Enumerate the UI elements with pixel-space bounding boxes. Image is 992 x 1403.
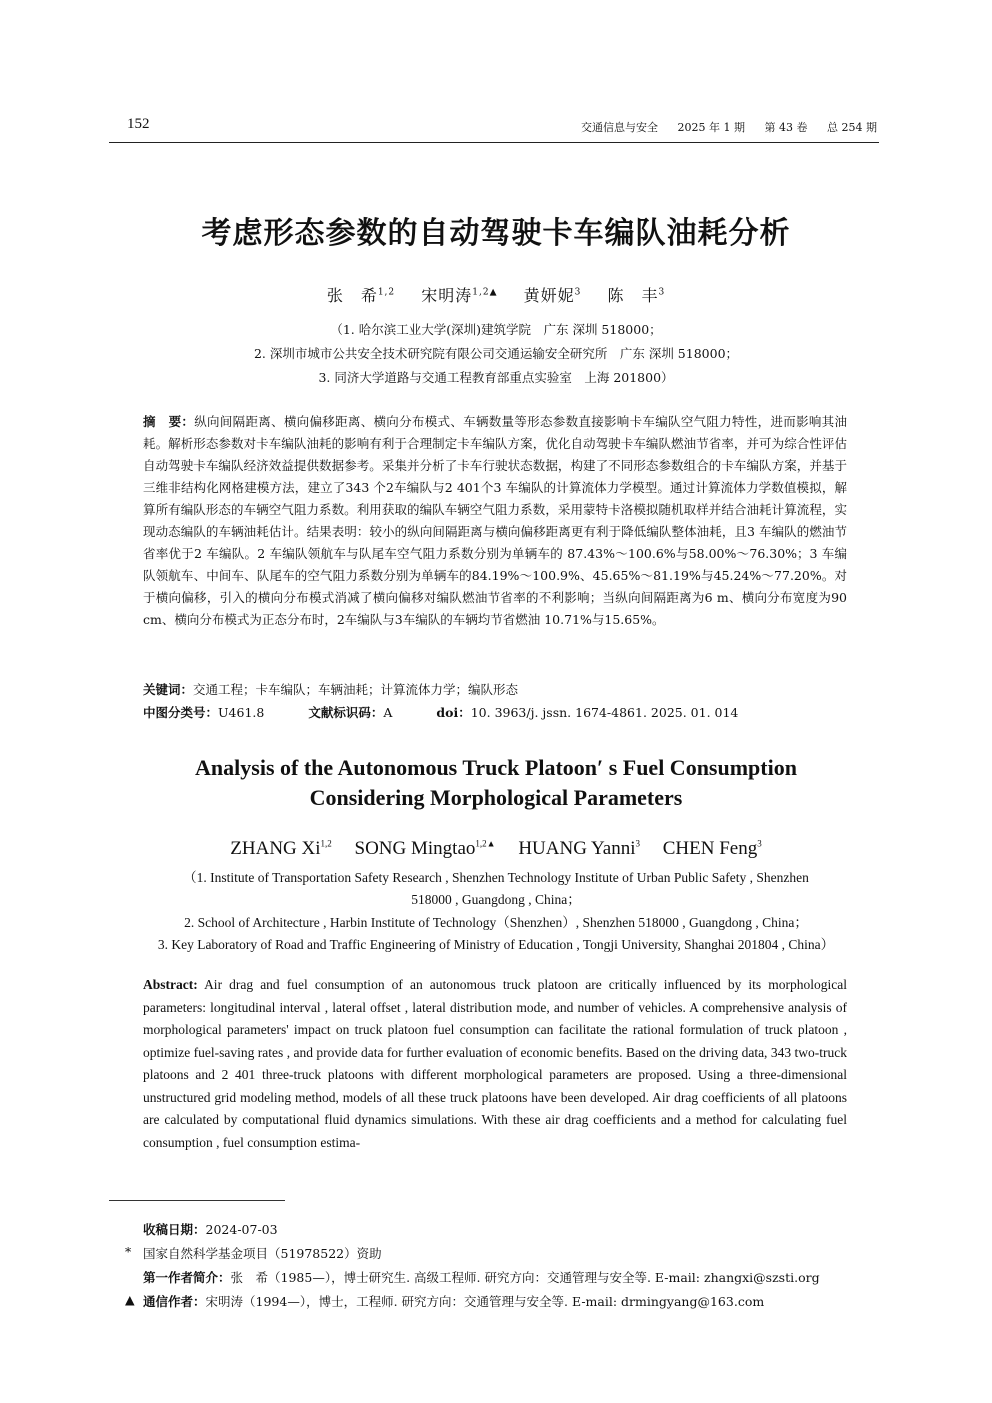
first-author-label: 第一作者简介： <box>143 1270 231 1285</box>
doc-code-value: A <box>383 705 393 720</box>
en-title-line: Analysis of the Autonomous Truck Platoon′ s Fuel Consumption <box>195 755 797 780</box>
cn-abstract <box>143 411 847 631</box>
keywords-label: 关键词： <box>143 682 194 697</box>
en-title-line: Considering Morphological Parameters <box>309 785 683 810</box>
doi-label: doi： <box>436 705 471 720</box>
footnote-rule <box>109 1200 285 1201</box>
footnote-fund <box>125 1244 382 1262</box>
corresponding-marker: ▲ <box>125 1292 135 1307</box>
en-author: SONG Mingtao$^{1,2▲}$ <box>354 838 496 859</box>
cn-author: 陈 丰$^3$ <box>607 286 666 305</box>
en-abstract <box>143 974 847 1154</box>
cn-abstract-text: 纵向间隔距离、横向偏移距离、横向分布模式、车辆数量等形态参数直接影响卡车编队空气阻力特性，进而影响其油耗。解析形态参数对卡车编队油耗的影响有利于合理制定卡车编队方案，优化自动驾驶卡车编队燃油节省率，并可为综合性评估自动驾驶卡车编队经济效益提供数据参考。采集并分析了卡车行驶状态数据，构建了不同形态参数组合的卡车编队方案，并基于三维非结构化网格建模方法，建立了343 个2车编队与2 401个3 车编队的计算流体力学模型。通过计算流体力学数值模拟，解算所有编队形态的车辆空气阻力系数。利用获取的编队车辆空气阻力系数，采用蒙特卡洛模拟随机取样并结合油耗计算流程，实现动态编队的车辆油耗估计。结果表明：较小的纵向间隔距离与横向偏移距离更有利于降低编队整体油耗，且3 车编队的燃油节省率优于2 车编队。2 车编队领航车与队尾车空气阻力系数分别为单辆车的 87.43%～100.6%与58.00%～76.30%；3 车编队领航车、中间车、队尾车的空气阻力系数分别为单辆车的84.19%～100.9%、45.65%～81.19%与45.24%～77.20%。对于横向偏移，引入的横向分布模式消减了横向偏移对编队燃油节省率的不利影响；当纵向间隔距离为6 m、横向分布宽度为90 cm、横向分布模式为正态分布时，2车编队与3车编队的车辆均节省燃油 10.71%与15.65%。 <box>143 414 847 627</box>
received-label: 收稿日期： <box>143 1222 206 1237</box>
total-issue: 总 254 期 <box>827 121 877 134</box>
doi-value: 10. 3963/j. jssn. 1674-4861. 2025. 01. 014 <box>470 705 739 720</box>
en-affiliation: 518000 , Guangdong , China； <box>411 892 581 907</box>
cn-affiliation: 3. 同济大学道路与交通工程教育部重点实验室 上海 201800） <box>318 370 674 385</box>
keywords-text: 交通工程；卡车编队；车辆油耗；计算流体力学；编队形态 <box>193 682 519 697</box>
corresponding-label: 通信作者： <box>143 1294 206 1309</box>
en-author: ZHANG Xi$^{1,2}$ <box>230 838 332 859</box>
page-header <box>109 116 879 143</box>
journal-name: 交通信息与安全 <box>581 121 659 134</box>
en-abstract-text: Air drag and fuel consumption of an autonomous truck platoon are critically influenced by its morphological parameters: longitudinal interval , lateral offset , lateral distribution mode, and number of vehicles. A comprehensive analysis of morphological parameters' impact on truck platoon fuel consumption can facilitate the rational formulation of truck platoon , optimize fuel-saving rates , and provide data for further evaluation of economic benefits. Based on the driving data, 343 two-truck platoons and 2 401 three-truck platoons with different morphological parameters are proposed. Using a three-dimensional unstructured grid modeling method, models of all these truck platoons have been developed. Air drag coefficients of all platoons are calculated by computational fluid dynamics simulations. With these air drag coefficients and a method for calculating fuel consumption , fuel consumption estima- <box>143 977 847 1150</box>
footnote-received <box>143 1220 278 1238</box>
received-date: 2024-07-03 <box>205 1222 278 1237</box>
footnote-corresponding <box>125 1292 765 1310</box>
en-authors <box>0 838 992 860</box>
cn-authors <box>0 283 992 306</box>
en-affiliation: （1. Institute of Transportation Safety Research , Shenzhen Technology Institute of Urban Public Safety , Shenzhen <box>183 870 809 885</box>
en-affiliation: 3. Key Laboratory of Road and Traffic Engineering of Ministry of Education , Tongji University, Shanghai 201804 , China） <box>157 937 835 952</box>
cn-author: 黄妍妮$^3$ <box>523 286 582 305</box>
first-author-text: 张 希（1985—），博士研究生. 高级工程师. 研究方向：交通管理与安全等. E-mail: zhangxi@szsti.org <box>230 1270 820 1285</box>
en-title <box>0 753 992 813</box>
page-number: 152 <box>127 116 150 132</box>
cn-affiliation: （1. 哈尔滨工业大学(深圳)建筑学院 广东 深圳 518000； <box>330 322 662 337</box>
cn-affiliation: 2. 深圳市城市公共安全技术研究院有限公司交通运输安全研究所 广东 深圳 518000； <box>253 346 739 361</box>
cn-author: 张 希$^{1,2}$ <box>326 286 396 305</box>
volume: 第 43 卷 <box>764 121 808 134</box>
en-author: CHEN Feng$^3$ <box>662 838 762 859</box>
fund-text: 国家自然科学基金项目（51978522）资助 <box>143 1246 382 1261</box>
clc-value: U461.8 <box>218 705 265 720</box>
fund-marker: * <box>125 1244 132 1259</box>
corresponding-text: 宋明涛（1994—），博士，工程师. 研究方向：交通管理与安全等. E-mail: drmingyang@163.com <box>205 1294 765 1309</box>
footnote-first-author <box>143 1268 820 1286</box>
doc-code-label: 文献标识码： <box>308 705 384 720</box>
en-author: HUANG Yanni$^3$ <box>518 838 640 859</box>
cn-author: 宋明涛$^{1,2▲}$ <box>421 286 498 305</box>
classification-line <box>143 703 738 721</box>
cn-title: 考虑形态参数的自动驾驶卡车编队油耗分析 <box>201 216 791 251</box>
en-abstract-label: Abstract: <box>143 977 198 992</box>
year-issue: 2025 年 1 期 <box>677 121 745 134</box>
journal-info <box>565 119 877 135</box>
clc-label: 中图分类号： <box>143 705 219 720</box>
en-affiliation: 2. School of Architecture , Harbin Institute of Technology（Shenzhen）, Shenzhen 518000 , Guangdong , China； <box>184 915 808 930</box>
cn-abstract-label: 摘 要： <box>143 414 195 429</box>
cn-keywords <box>143 680 518 698</box>
